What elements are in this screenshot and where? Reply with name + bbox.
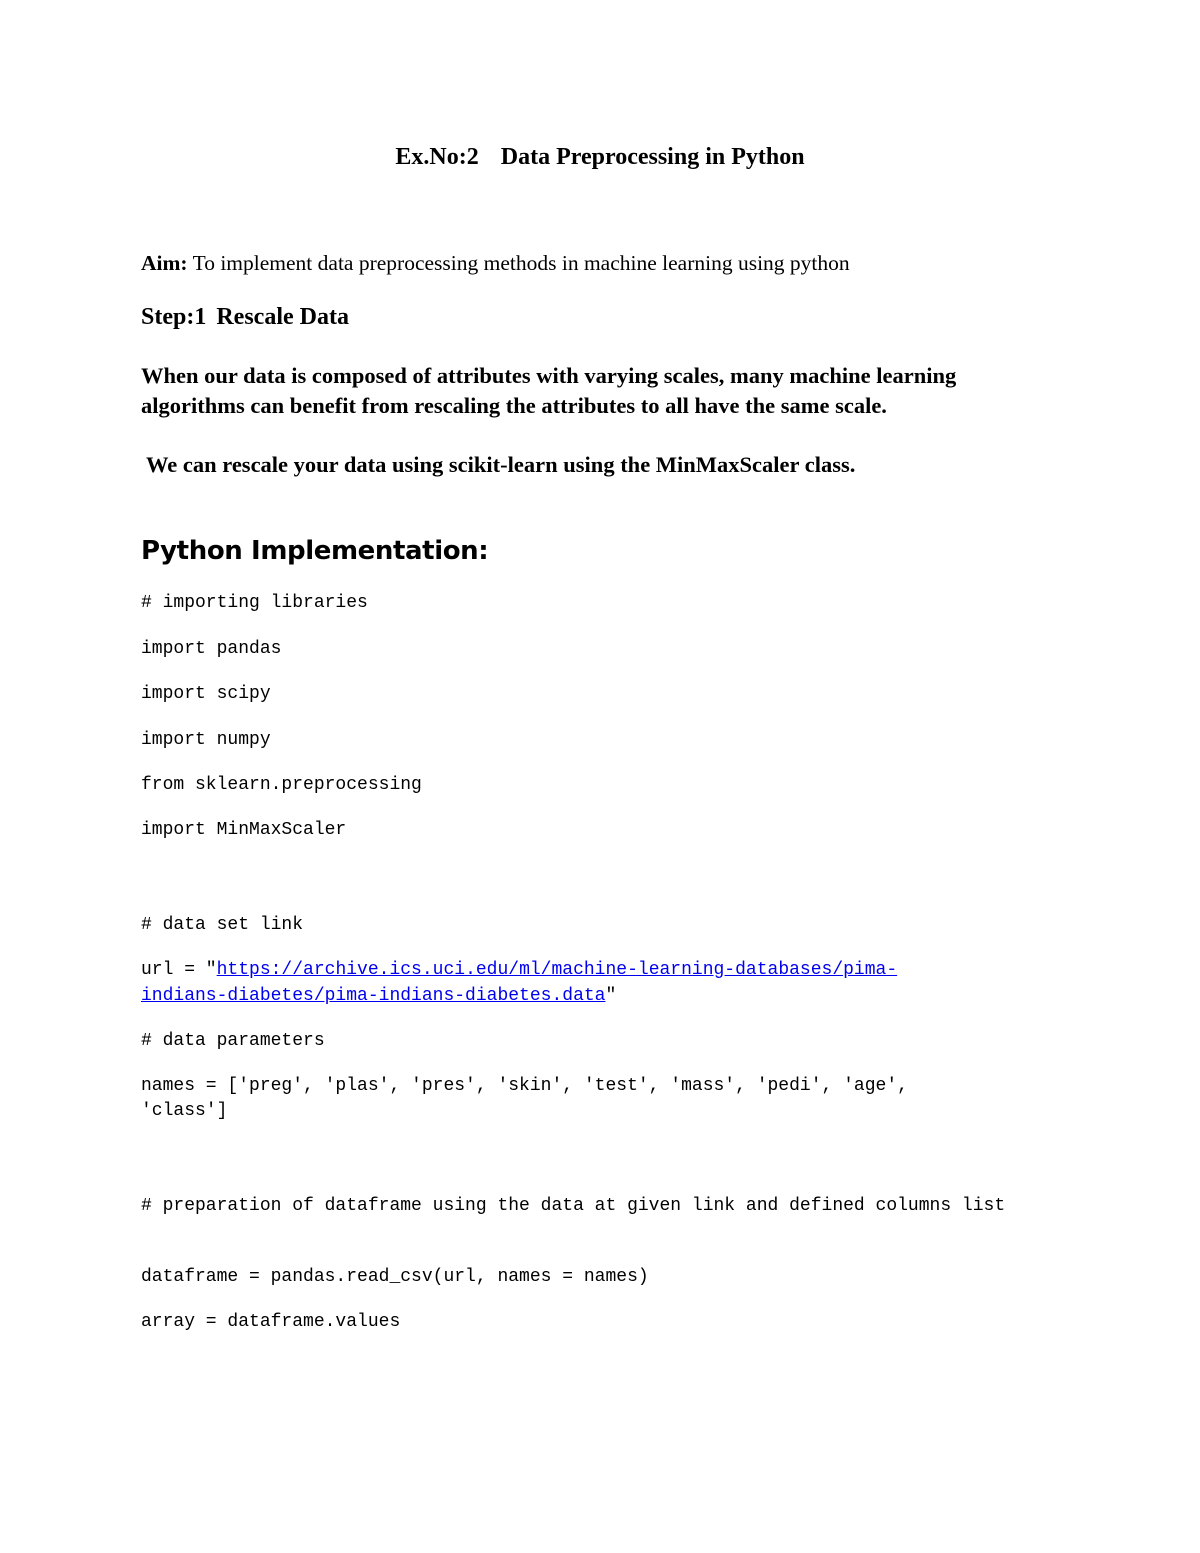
section-heading: Python Implementation:: [141, 536, 489, 566]
dataset-url-link[interactable]: https://archive.ics.uci.edu/ml/machine-learning-databases/pima-: [216, 960, 898, 980]
code-line-url-continued: [141, 984, 616, 1009]
code-line-read-csv: dataframe = pandas.read_csv(url, names = names): [141, 1267, 649, 1287]
code-line-import-minmaxscaler: import MinMaxScaler: [141, 820, 347, 840]
url-assignment: url = ": [141, 960, 217, 980]
code-line-import-numpy: import numpy: [141, 730, 271, 750]
dataset-url-link-continued[interactable]: indians-diabetes/pima-indians-diabetes.data: [141, 986, 606, 1006]
code-line-names: names = ['preg', 'plas', 'pres', 'skin', 'test', 'mass', 'pedi', 'age',: [141, 1076, 908, 1096]
minmaxscaler-paragraph: We can rescale your data using scikit-learn using the MinMaxScaler class.: [146, 452, 856, 477]
code-line-comment-parameters: # data parameters: [141, 1031, 325, 1051]
step-name: Rescale Data: [216, 304, 349, 330]
exercise-number: Ex.No:2: [395, 144, 479, 170]
exercise-name: Data Preprocessing in Python: [500, 144, 805, 170]
code-line-comment-dataset: # data set link: [141, 915, 304, 935]
aim-text: To implement data preprocessing methods in machine learning using python: [187, 251, 850, 275]
url-closing-quote: ": [605, 986, 617, 1006]
code-line-names-continued: 'class']: [141, 1101, 228, 1121]
code-line-import-pandas: import pandas: [141, 639, 282, 659]
aim-line: [141, 249, 850, 277]
step-number: Step:1: [141, 304, 207, 330]
rescale-paragraph: When our data is composed of attributes with varying scales, many machine learning algorithms can benefit from rescaling the attributes to all have the same scale.: [141, 363, 957, 418]
code-line-from-sklearn: from sklearn.preprocessing: [141, 775, 422, 795]
code-line-comment-imports: # importing libraries: [141, 593, 368, 613]
code-line-array-values: array = dataframe.values: [141, 1312, 401, 1332]
step-heading: [141, 302, 349, 332]
code-line-url: [141, 958, 897, 983]
code-line-comment-dataframe: # preparation of dataframe using the data at given link and defined columns list: [141, 1196, 1006, 1216]
code-line-import-scipy: import scipy: [141, 684, 271, 704]
aim-label: Aim:: [141, 251, 188, 275]
document-title: [0, 142, 1200, 172]
